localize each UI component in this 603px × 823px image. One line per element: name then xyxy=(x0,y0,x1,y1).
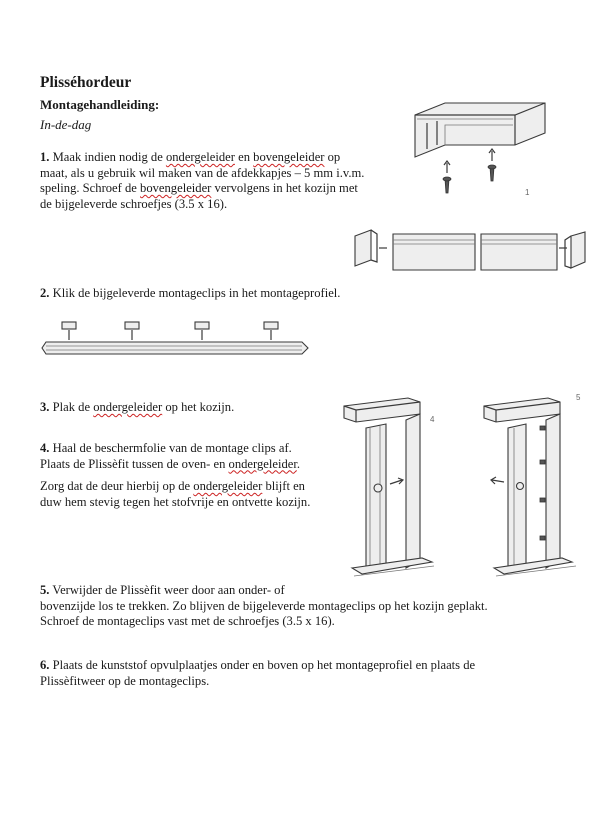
step-6-line-2: Plissèfitweer op de montageclips. xyxy=(40,673,210,688)
clip-icon xyxy=(540,426,545,430)
document-subtitle: Montagehandleiding: xyxy=(40,97,160,112)
figure-1-label: 1 xyxy=(525,188,530,197)
clip-icon xyxy=(62,322,76,340)
clip-icon xyxy=(125,322,139,340)
step-6-line-1: 6. Plaats de kunststof opvulplaatjes onder en boven op het montageprofiel en plaats de xyxy=(40,658,476,672)
step-4 xyxy=(40,441,310,510)
clip-icon xyxy=(264,322,278,340)
figure-door-frame-4 xyxy=(340,392,450,584)
clip-icon xyxy=(195,322,209,340)
step-1 xyxy=(40,150,364,212)
figure-door-frame-5 xyxy=(480,388,595,584)
step-1-line-2: maat, als u gebruik wil maken van de afdekkapjes – 5 mm i.v.m. xyxy=(40,165,365,180)
step-2 xyxy=(40,286,340,302)
figure-4-label: 4 xyxy=(430,415,435,424)
figure-top-profile xyxy=(405,95,555,205)
clip-icon xyxy=(540,498,545,502)
step-1-line-4: de bijgeleverde schroefjes (3.5 x 16). xyxy=(40,196,228,211)
step-5-line-1: 5. Verwijder de Plissèfit weer door aan onder- of xyxy=(40,583,285,597)
step-4-line-4: duw hem stevig tegen het stofvrije en ontvette kozijn. xyxy=(40,494,311,509)
end-cap-right-icon xyxy=(559,232,585,268)
step-3 xyxy=(40,400,234,416)
figure-end-caps xyxy=(345,222,595,282)
step-4-line-2: Plaats de Plissèfit tussen de oven- en ondergeleider. xyxy=(40,456,300,471)
step-1-line-3: speling. Schroef de bovengeleider vervolgens in het kozijn met xyxy=(40,181,358,195)
step-5-line-2: bovenzijde los te trekken. Zo blijven de bijgeleverde montageclips op het kozijn geplakt. xyxy=(40,598,488,613)
screw-icon xyxy=(488,149,496,181)
clip-icon xyxy=(540,536,545,540)
handle-icon xyxy=(517,483,524,490)
end-cap-left-icon xyxy=(355,230,387,266)
screw-icon xyxy=(443,161,451,193)
document-title: Plisséhordeur xyxy=(40,74,132,91)
handle-icon xyxy=(374,484,382,492)
step-6 xyxy=(40,658,475,689)
figure-montage-profile xyxy=(40,318,315,368)
step-5-line-3: Schroef de montageclips vast met de schroefjes (3.5 x 16). xyxy=(40,614,335,628)
step-4-line-3: Zorg dat de deur hierbij op de ondergeleider blijft en xyxy=(40,479,305,493)
step-4-line-1: 4. Haal de beschermfolie van de montage clips af. xyxy=(40,441,292,455)
step-3-line-1: 3. Plak de ondergeleider op het kozijn. xyxy=(40,400,235,414)
step-1-line-1: 1. Maak indien nodig de ondergeleider en bovengeleider op xyxy=(40,150,341,164)
clip-icon xyxy=(540,460,545,464)
figure-5-label: 5 xyxy=(576,393,581,402)
step-5 xyxy=(40,583,488,630)
installation-mode: In-de-dag xyxy=(40,117,92,132)
step-2-line-1: 2. Klik de bijgeleverde montageclips in het montageprofiel. xyxy=(40,286,341,300)
